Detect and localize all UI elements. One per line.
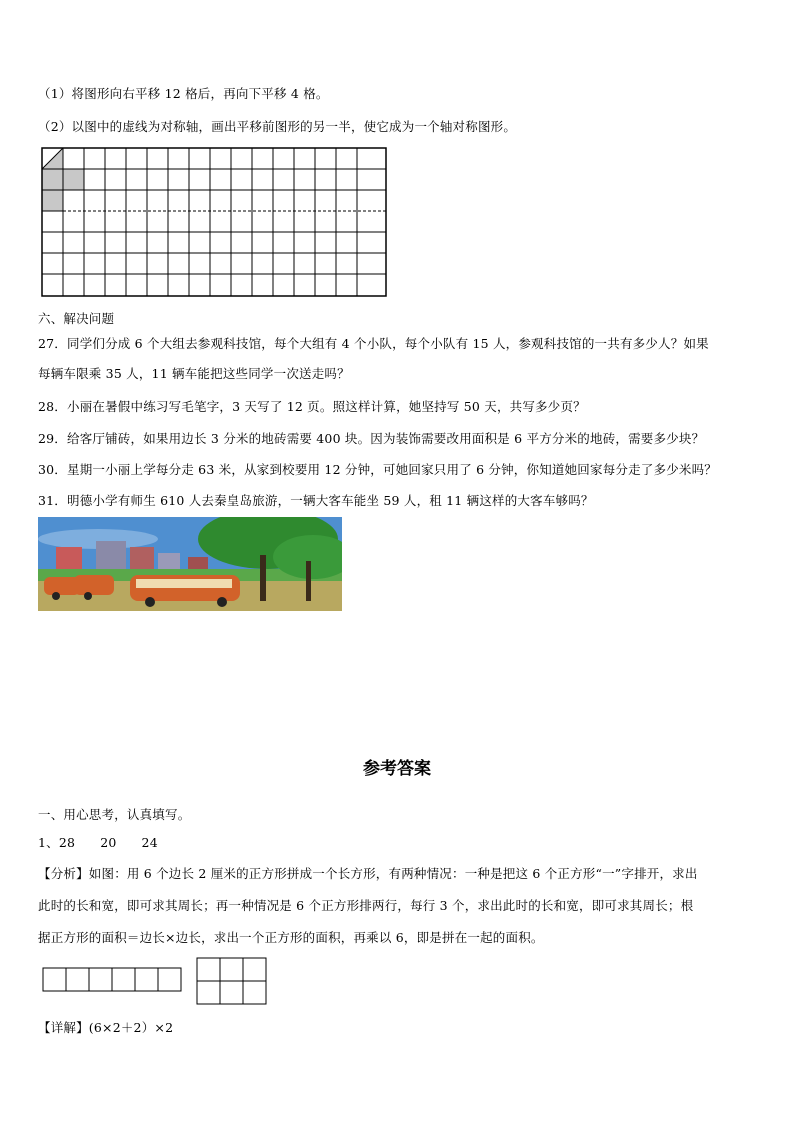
question-30: 30．星期一小丽上学每分走 63 米，从家到校要用 12 分钟，可她回家只用了 6 分钟，你知道她回家每分走了多少米吗？ <box>38 462 718 477</box>
six-squares-two-rows-diagram <box>196 957 268 1005</box>
question-27-line2: 每辆车限乘 35 人，11 辆车能把这些同学一次送走吗？ <box>38 366 350 381</box>
question-28: 28．小丽在暑假中练习写毛笔字，3 天写了 12 页。照这样计算，她坚持写 50 天，共写多少页？ <box>38 399 586 414</box>
bus-illustration <box>38 517 342 611</box>
question-27-line1: 27．同学们分成 6 个大组去参观科技馆，每个大组有 4 个小队，每个小队有 15 人，参观科技馆的一共有多少人？如果 <box>38 336 709 351</box>
question-29: 29．给客厅铺砖，如果用边长 3 分米的地砖需要 400 块。因为装饰需要改用面积是 6 平方分米的地砖，需要多少块？ <box>38 431 705 446</box>
question-31: 31．明德小学有师生 610 人去秦皇岛旅游，一辆大客车能坐 59 人，租 11 辆这样的大客车够吗？ <box>38 493 594 508</box>
analysis-line2: 此时的长和宽，即可求其周长；再一种情况是 6 个正方形排两行，每行 3 个，求出此时的长和宽，即可求其周长；根 <box>38 898 694 913</box>
section-six-heading: 六、解决问题 <box>38 311 115 326</box>
answer-1: 1、28 20 24 <box>38 835 158 850</box>
answers-section-one: 一、用心思考，认真填写。 <box>38 807 191 822</box>
answers-title: 参考答案 <box>363 759 431 779</box>
question-symmetry: （2）以图中的虚线为对称轴，画出平移前图形的另一半，使它成为一个轴对称图形。 <box>38 119 517 134</box>
detail-solution: 【详解】(6×2＋2）×2 <box>38 1020 174 1035</box>
analysis-line3: 据正方形的面积＝边长×边长，求出一个正方形的面积，再乘以 6，即是拼在一起的面积。 <box>38 930 544 945</box>
analysis-line1: 【分析】如图：用 6 个边长 2 厘米的正方形拼成一个长方形，有两种情况：一种是把这 6 个正方形“一”字排开，求出 <box>38 866 698 881</box>
six-squares-row-diagram <box>42 967 182 993</box>
question-translate: （1）将图形向右平移 12 格后，再向下平移 4 格。 <box>38 86 329 101</box>
translation-grid <box>40 146 388 298</box>
